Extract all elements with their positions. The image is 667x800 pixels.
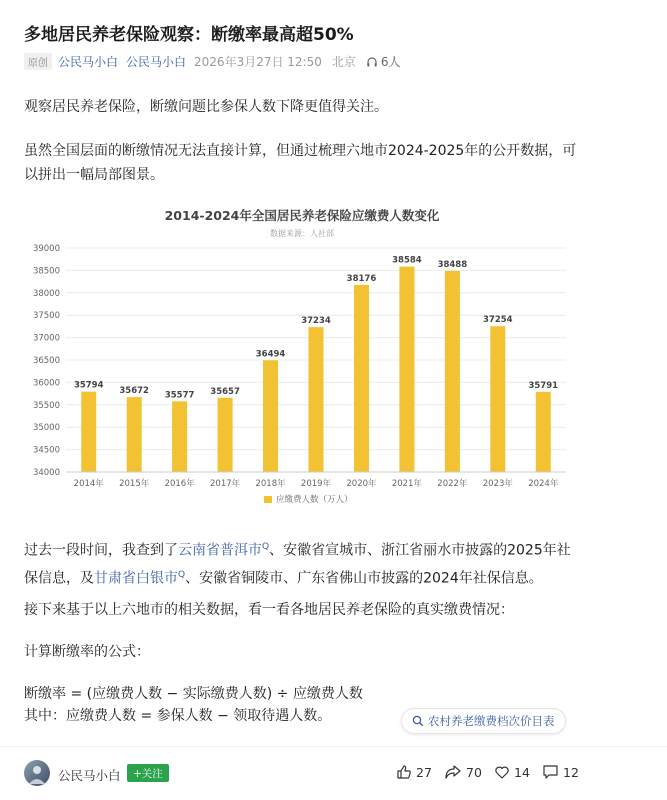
- bar-value-label: 35577: [164, 390, 195, 401]
- wow-count: 14: [514, 764, 530, 780]
- y-tick-label: 35500: [32, 400, 60, 411]
- publish-location: 北京: [331, 55, 356, 69]
- y-tick-label: 35000: [32, 423, 60, 434]
- search-mark-icon[interactable]: Q: [262, 542, 270, 552]
- search-suggestion[interactable]: [401, 708, 566, 734]
- bar: [81, 392, 96, 472]
- x-tick-label: 2016年: [164, 479, 195, 489]
- like-count: 27: [416, 764, 432, 780]
- paragraph-intro: 观察居民养老保险，断缴问题比参保人数下降更值得关注。: [24, 99, 388, 115]
- y-tick-label: 37500: [32, 311, 60, 322]
- share-arrow-icon: [444, 764, 462, 780]
- listen-count-text: 6人: [380, 55, 401, 69]
- source-link-2[interactable]: 公民马小白: [126, 55, 187, 69]
- author-avatar[interactable]: [24, 760, 50, 786]
- y-tick-label: 36000: [32, 378, 60, 389]
- y-tick-label: 34500: [32, 445, 60, 456]
- x-tick-label: 2019年: [300, 479, 332, 489]
- bar: [399, 267, 414, 472]
- bar: [354, 285, 369, 472]
- bar: [263, 360, 278, 472]
- headphones-icon: [366, 56, 378, 68]
- author-name[interactable]: 公民马小白: [58, 768, 121, 783]
- y-tick-label: 34000: [32, 468, 60, 478]
- wow-button[interactable]: [494, 764, 530, 780]
- bar-value-label: 38176: [346, 273, 377, 284]
- bar: [172, 401, 187, 472]
- bar: [536, 392, 551, 472]
- x-tick-label: 2014年: [73, 479, 104, 489]
- bar-value-label: 35657: [210, 386, 240, 397]
- bar-value-label: 37234: [301, 316, 331, 327]
- x-tick-label: 2018年: [255, 479, 286, 489]
- x-tick-label: 2022年: [437, 479, 468, 489]
- comment-icon: [542, 764, 559, 780]
- bar: [445, 271, 460, 472]
- publish-datetime: 2026年3月27日 12:50: [194, 55, 322, 69]
- bar-value-label: 37254: [483, 315, 513, 326]
- bar-value-label: 35791: [528, 380, 559, 391]
- x-tick-label: 2024年: [528, 479, 559, 489]
- bar-value-label: 38584: [392, 255, 422, 266]
- y-tick-label: 39000: [32, 244, 60, 254]
- y-tick-label: 38500: [32, 266, 60, 277]
- link-baiyin[interactable]: 甘肃省白银市: [94, 570, 178, 587]
- paragraph-scope: 虽然全国层面的断缴情况无法直接计算，但通过梳理六地市2024-2025年的公开数据，可以拼出一幅局部图景。: [24, 143, 577, 183]
- chart-subtitle: 数据来源：人社部: [270, 229, 334, 238]
- search-suggestion-text: 农村养老缴费档次价目表: [428, 714, 555, 728]
- y-tick-label: 37000: [32, 333, 60, 344]
- legend-label: 应缴费人数（万人）: [276, 495, 353, 505]
- sources-text-b: 、安徽省宣城市、浙江省丽水市披露的2025年社保信息，及: [24, 542, 571, 587]
- follow-button[interactable]: +关注: [127, 764, 169, 782]
- sources-text-c: 、安徽省铜陵市、广东省佛山市披露的2024年社保信息。: [185, 570, 543, 587]
- link-puer[interactable]: 云南省普洱市: [178, 542, 262, 559]
- heart-icon: [494, 764, 510, 780]
- search-mark-icon[interactable]: Q: [178, 569, 186, 580]
- x-tick-label: 2020年: [346, 479, 377, 489]
- footer-bar: [0, 747, 667, 800]
- share-button[interactable]: [444, 764, 482, 780]
- article-title: 多地居民养老保险观察：断缴率最高超50%: [24, 25, 354, 45]
- comment-count: 12: [563, 764, 579, 780]
- paragraph-formula: 断缴率 = (应缴费人数 − 实际缴费人数) ÷ 应缴费人数: [24, 686, 363, 702]
- source-link-1[interactable]: 公民马小白: [58, 55, 119, 69]
- bar-chart: [24, 196, 580, 518]
- paragraph-sources: [24, 535, 584, 590]
- y-tick-label: 38000: [32, 288, 60, 299]
- sources-text-a: 过去一段时间，我查到了: [24, 542, 178, 559]
- x-tick-label: 2023年: [482, 479, 513, 489]
- bar: [490, 326, 505, 472]
- thumbs-up-icon: [396, 764, 412, 780]
- legend-swatch: [264, 496, 272, 503]
- like-button[interactable]: [396, 764, 432, 780]
- listen-count[interactable]: [366, 53, 401, 70]
- bar-value-label: 35794: [73, 380, 104, 391]
- chart-title: 2014-2024年全国居民养老保险应缴费人数变化: [164, 208, 440, 223]
- bar-value-label: 38488: [437, 259, 468, 270]
- comment-button[interactable]: [542, 764, 579, 780]
- bar: [309, 327, 324, 472]
- chart-svg: [24, 196, 580, 518]
- search-icon: [412, 715, 424, 727]
- article-meta: [24, 53, 401, 70]
- bar-value-label: 36494: [255, 349, 286, 360]
- share-count: 70: [466, 764, 482, 780]
- bar: [127, 397, 142, 472]
- paragraph-formula-label: 计算断缴率的公式：: [24, 644, 150, 660]
- paragraph-next: 接下来基于以上六地市的相关数据，看一看各地居民养老保险的真实缴费情况：: [24, 602, 514, 618]
- y-tick-label: 36500: [32, 356, 60, 366]
- bar: [218, 398, 233, 472]
- original-badge: 原创: [24, 53, 52, 70]
- bar-value-label: 35672: [119, 386, 149, 397]
- x-tick-label: 2021年: [391, 479, 422, 489]
- x-tick-label: 2015年: [119, 479, 150, 489]
- paragraph-formula-note: 其中：应缴费人数 = 参保人数 − 领取待遇人数。: [24, 708, 332, 724]
- x-tick-label: 2017年: [210, 479, 241, 489]
